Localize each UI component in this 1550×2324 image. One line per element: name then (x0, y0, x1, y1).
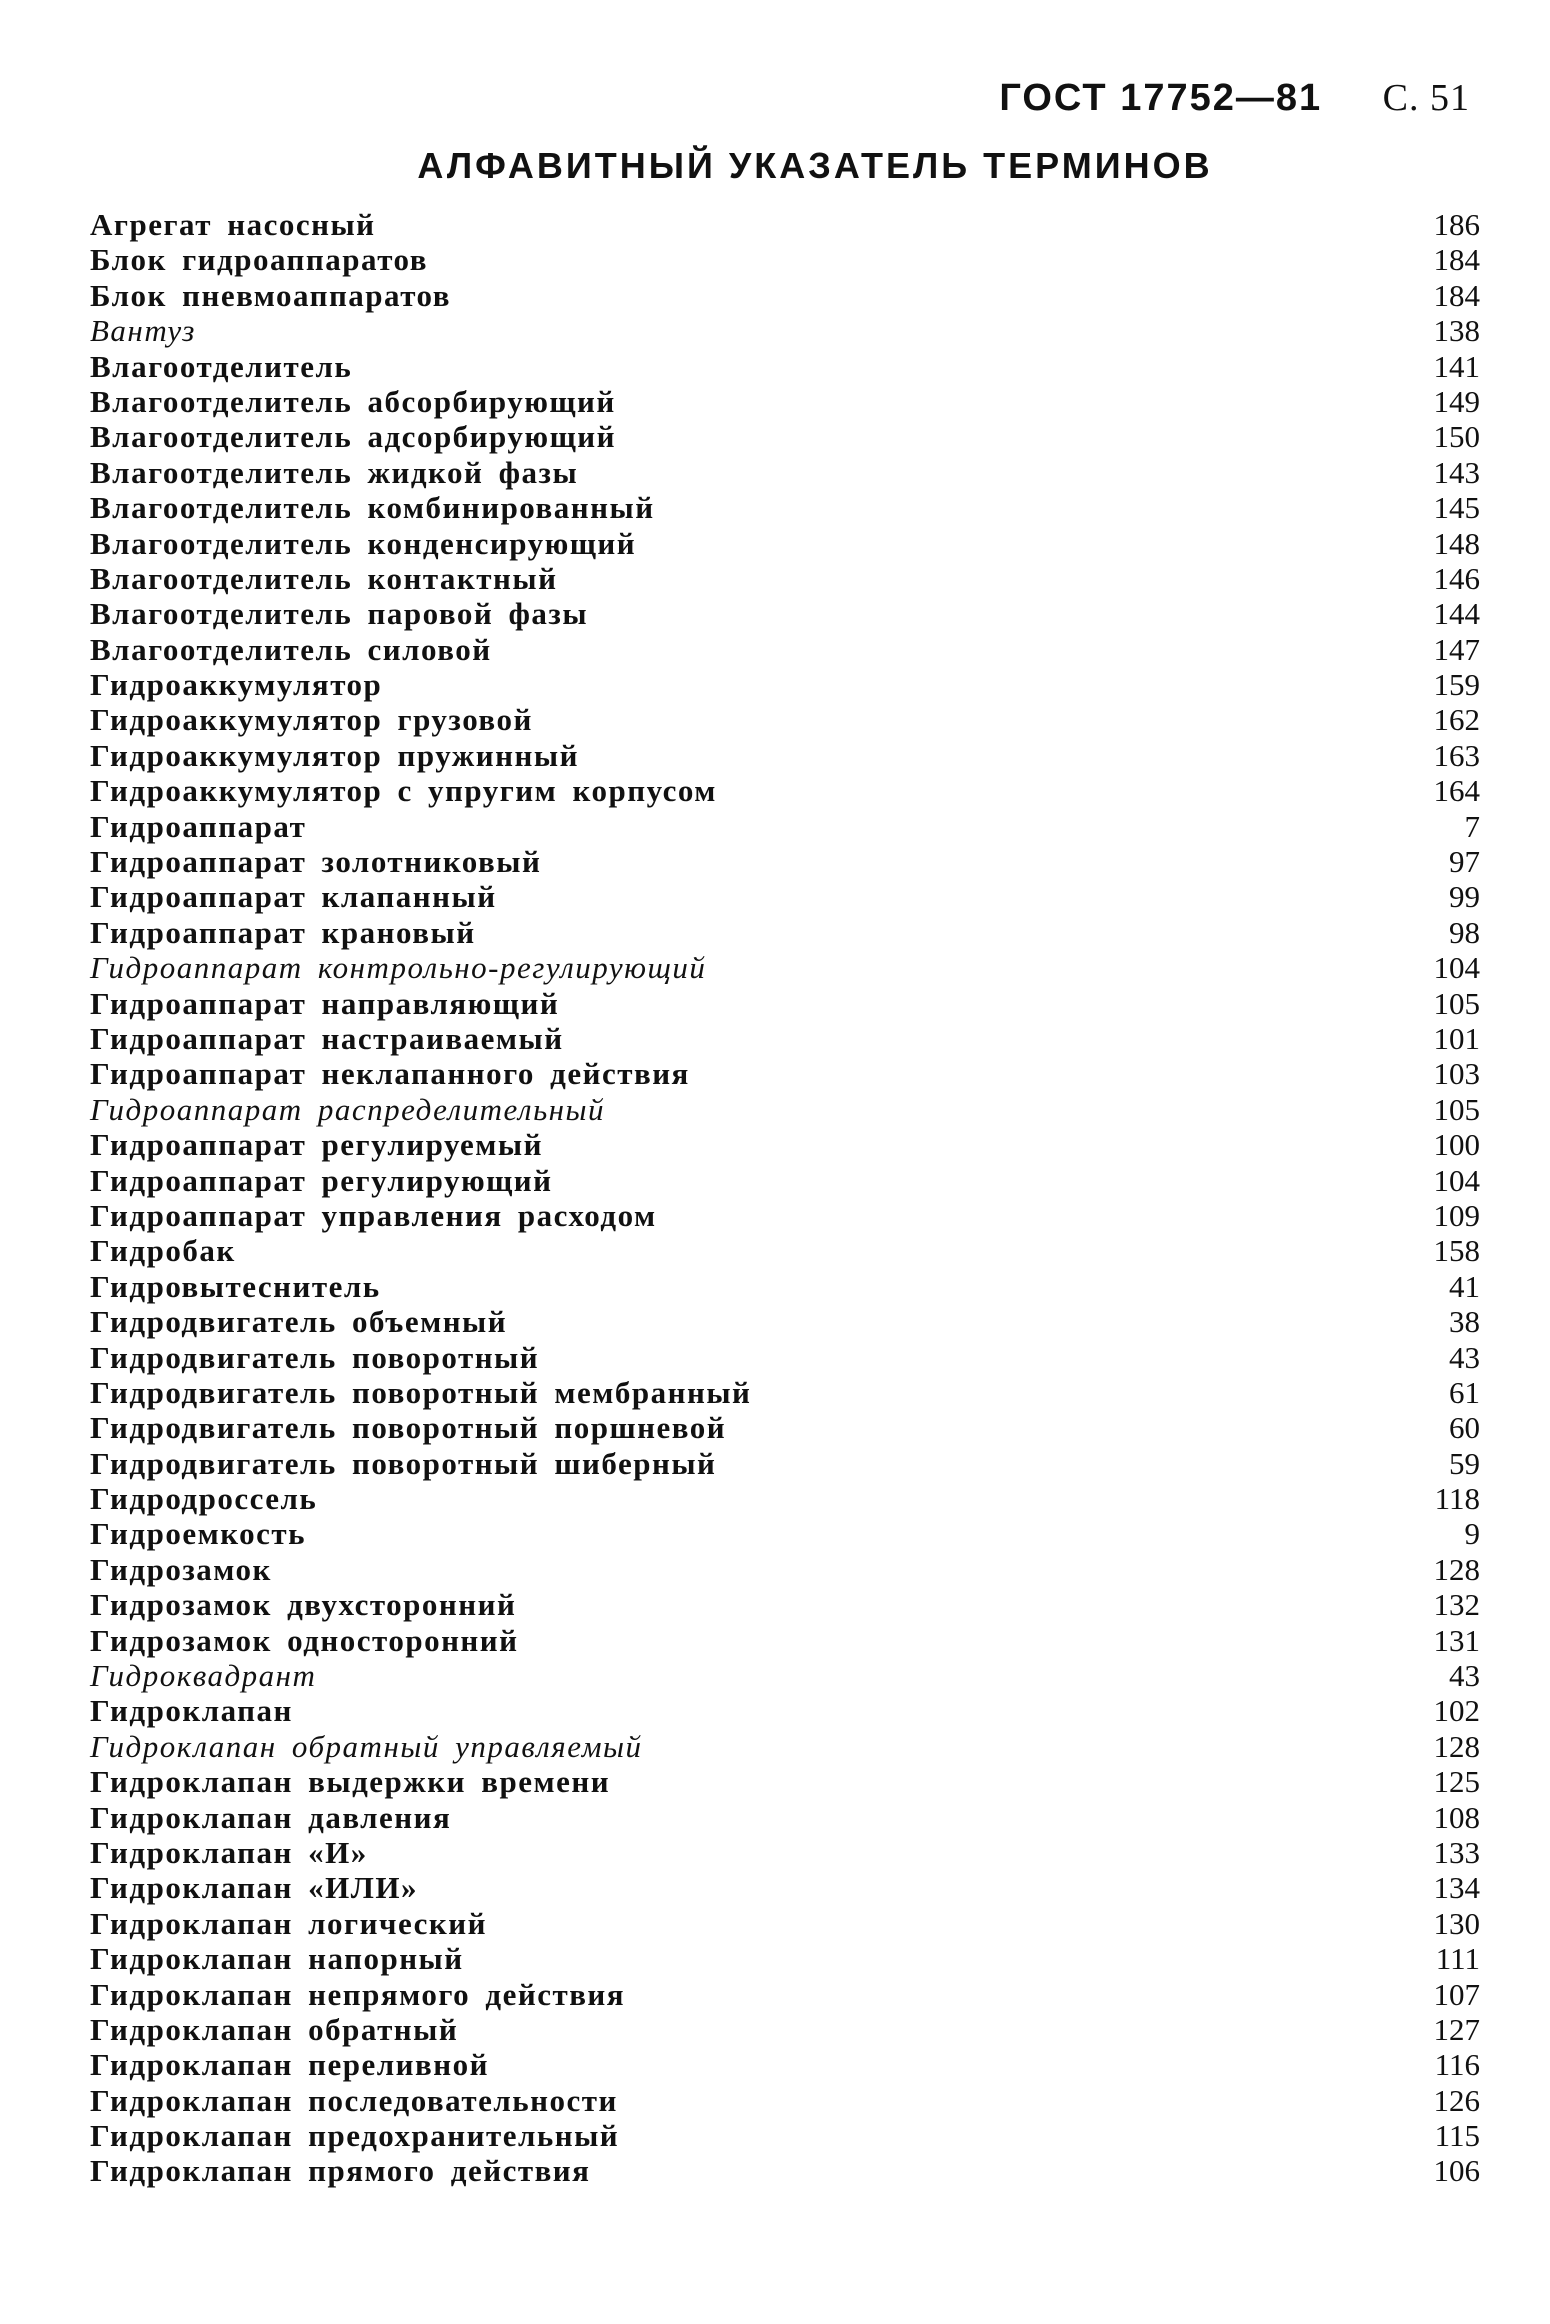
index-term: Гидроквадрант (90, 1658, 317, 1694)
index-page-number: 115 (1434, 2118, 1480, 2154)
index-page-number: 149 (1433, 383, 1480, 419)
index-term: Блок пневмоаппаратов (90, 277, 452, 313)
index-page-number: 99 (1449, 879, 1480, 915)
index-entry (90, 1587, 1480, 1622)
index-entry (90, 278, 1480, 313)
index-term: Гидроаппарат направляющий (90, 985, 560, 1021)
index-page-number: 107 (1433, 1976, 1480, 2012)
index-entry (90, 2118, 1480, 2153)
standard-number: ГОСТ 17752—81 (999, 77, 1323, 119)
index-entry (90, 950, 1480, 985)
index-entry (90, 773, 1480, 808)
index-entry (90, 1729, 1480, 1764)
index-page-number: 138 (1433, 313, 1480, 349)
page-title: АЛФАВИТНЫЙ УКАЗАТЕЛЬ ТЕРМИНОВ (417, 145, 1213, 186)
index-entry (90, 1693, 1480, 1728)
index-page-number: 150 (1433, 419, 1480, 455)
index-entry (90, 1233, 1480, 1268)
index-term: Влагоотделитель конденсирующий (90, 525, 637, 561)
index-term: Гидрозамок (90, 1551, 272, 1587)
index-entry (90, 1870, 1480, 1905)
index-page-number: 133 (1433, 1834, 1480, 1870)
index-term: Гидроаппарат золотниковый (90, 844, 542, 880)
index-page-number: 105 (1433, 1091, 1480, 1127)
index-page-number: 158 (1433, 1233, 1480, 1269)
index-term: Влагоотделитель силовой (90, 631, 492, 667)
index-entry (90, 1056, 1480, 1091)
index-page-number: 126 (1433, 2082, 1480, 2118)
index-term: Влагоотделитель комбинированный (90, 490, 655, 526)
index-entry (90, 455, 1480, 490)
index-entry (90, 1304, 1480, 1339)
index-entry (90, 1021, 1480, 1056)
index-entry (90, 844, 1480, 879)
index-term: Гидроаппарат регулируемый (90, 1127, 543, 1163)
index-page-number: 162 (1433, 702, 1480, 738)
index-page-number: 98 (1449, 914, 1480, 950)
index-term: Гидробак (90, 1233, 236, 1269)
index-term: Гидроаппарат распределительный (90, 1091, 606, 1127)
index-term: Вантуз (90, 313, 196, 349)
index-entry (90, 1446, 1480, 1481)
index-entry (90, 490, 1480, 525)
index-page-number: 61 (1449, 1374, 1480, 1410)
index-entry (90, 1977, 1480, 2012)
index-entry (90, 1410, 1480, 1445)
index-page-number: 101 (1433, 1020, 1480, 1056)
index-entry (90, 419, 1480, 454)
index-term: Гидроклапан «И» (90, 1834, 368, 1870)
index-term: Агрегат насосный (90, 207, 376, 242)
index-page-number: 41 (1449, 1268, 1480, 1304)
index-entry (90, 809, 1480, 844)
index-page-number: 103 (1433, 1056, 1480, 1092)
index-page-number: 131 (1433, 1622, 1480, 1658)
index-term: Гидроаккумулятор пружинный (90, 737, 579, 773)
index-page-number: 104 (1433, 950, 1480, 986)
index-page-number: 43 (1449, 1339, 1480, 1375)
index-page-number: 125 (1433, 1764, 1480, 1800)
index-page-number: 9 (1464, 1516, 1480, 1552)
index-term: Гидроклапан последовательности (90, 2082, 618, 2118)
index-term: Гидроаккумулятор с упругим корпусом (90, 773, 717, 809)
index-term: Гидродвигатель поворотный шиберный (90, 1445, 717, 1481)
index-page-number: 60 (1449, 1410, 1480, 1446)
index-page-number: 105 (1433, 985, 1480, 1021)
index-term: Влагоотделитель паровой фазы (90, 596, 589, 632)
index-term: Гидроаппарат (90, 808, 307, 844)
index-entry (90, 2153, 1480, 2188)
index-page-number: 109 (1433, 1197, 1480, 1233)
index-term: Гидроаппарат регулирующий (90, 1162, 553, 1198)
index-term: Гидродвигатель объемный (90, 1304, 508, 1340)
index-term: Влагоотделитель жидкой фазы (90, 454, 579, 490)
index-term: Гидроклапан обратный (90, 2011, 459, 2047)
index-entry (90, 702, 1480, 737)
index-term: Блок гидроаппаратов (90, 242, 428, 278)
index-entry (90, 313, 1480, 348)
index-term: Гидродроссель (90, 1481, 318, 1517)
index-entry (90, 242, 1480, 277)
index-entry (90, 1800, 1480, 1835)
index-entry (90, 1941, 1480, 1976)
index-entry (90, 1623, 1480, 1658)
index-term: Гидроклапан «ИЛИ» (90, 1870, 418, 1906)
index-entry (90, 1127, 1480, 1162)
index-term: Гидродвигатель поворотный мембранный (90, 1374, 752, 1410)
index-term: Гидроклапан давления (90, 1799, 452, 1835)
index-term: Влагоотделитель (90, 348, 353, 384)
index-term: Гидроклапан логический (90, 1905, 487, 1941)
index-page-number: 128 (1433, 1551, 1480, 1587)
index-page-number: 100 (1433, 1127, 1480, 1163)
index-entry (90, 349, 1480, 384)
index-entry (90, 2083, 1480, 2118)
index-entry (90, 1906, 1480, 1941)
index-entry (90, 1163, 1480, 1198)
index-page-number: 97 (1449, 844, 1480, 880)
page-header (999, 76, 1470, 120)
index-page-number: 118 (1434, 1481, 1480, 1517)
index-entry (90, 915, 1480, 950)
index-page-number: 108 (1433, 1799, 1480, 1835)
index-page-number: 43 (1449, 1658, 1480, 1694)
index-term: Гидрозамок односторонний (90, 1622, 519, 1658)
index-entry (90, 667, 1480, 702)
index-term: Гидроаппарат крановый (90, 914, 476, 950)
index-entry (90, 1340, 1480, 1375)
index-term: Гидроемкость (90, 1516, 307, 1552)
index-entry (90, 1658, 1480, 1693)
index-term: Гидроклапан переливной (90, 2047, 489, 2083)
index-page-number: 145 (1433, 490, 1480, 526)
index-page-number: 104 (1433, 1162, 1480, 1198)
index-page-number: 144 (1433, 596, 1480, 632)
index-page-number: 102 (1433, 1693, 1480, 1729)
index-entry (90, 526, 1480, 561)
index-page-number: 186 (1433, 207, 1480, 242)
index-page-number: 148 (1433, 525, 1480, 561)
index-entry (90, 1375, 1480, 1410)
index-entry (90, 1835, 1480, 1870)
index-term: Гидроклапан предохранительный (90, 2118, 620, 2154)
index-page-number: 127 (1433, 2011, 1480, 2047)
index-page-number: 184 (1433, 277, 1480, 313)
index-term: Гидродвигатель поворотный (90, 1339, 540, 1375)
term-index-list (90, 207, 1480, 2189)
index-term: Влагоотделитель контактный (90, 560, 558, 596)
index-entry (90, 1552, 1480, 1587)
index-term: Гидровытеснитель (90, 1268, 381, 1304)
index-entry (90, 596, 1480, 631)
index-term: Гидроаккумулятор (90, 667, 383, 703)
index-term: Гидродвигатель поворотный поршневой (90, 1410, 727, 1446)
index-entry (90, 1516, 1480, 1551)
index-page-number: 38 (1449, 1304, 1480, 1340)
index-entry (90, 879, 1480, 914)
index-entry (90, 738, 1480, 773)
index-term: Гидроаппарат контрольно-регулирующий (90, 950, 707, 986)
index-page-number: 134 (1433, 1870, 1480, 1906)
index-page-number: 106 (1433, 2153, 1480, 2189)
index-page-number: 159 (1433, 667, 1480, 703)
index-term: Гидроклапан напорный (90, 1941, 464, 1977)
index-entry (90, 2047, 1480, 2082)
index-entry (90, 1198, 1480, 1233)
index-page-number: 141 (1433, 348, 1480, 384)
index-entry (90, 207, 1480, 242)
index-page-number: 59 (1449, 1445, 1480, 1481)
index-term: Гидроклапан прямого действия (90, 2153, 591, 2189)
index-term: Гидроклапан непрямого действия (90, 1976, 626, 2012)
index-term: Гидроаккумулятор грузовой (90, 702, 533, 738)
index-page-number: 132 (1433, 1587, 1480, 1623)
index-term: Гидроаппарат клапанный (90, 879, 497, 915)
index-entry (90, 384, 1480, 419)
index-page-number: 128 (1433, 1728, 1480, 1764)
index-page-number: 111 (1435, 1941, 1480, 1977)
index-term: Гидроаппарат настраиваемый (90, 1020, 564, 1056)
index-page-number: 130 (1433, 1905, 1480, 1941)
index-entry (90, 1092, 1480, 1127)
page-number: С. 51 (1382, 77, 1470, 119)
index-entry (90, 1764, 1480, 1799)
index-entry (90, 986, 1480, 1021)
index-term: Гидроаппарат неклапанного действия (90, 1056, 690, 1092)
index-entry (90, 561, 1480, 596)
index-entry (90, 1269, 1480, 1304)
index-page-number: 143 (1433, 454, 1480, 490)
index-page-number: 116 (1434, 2047, 1480, 2083)
index-entry (90, 632, 1480, 667)
index-page-number: 7 (1464, 808, 1480, 844)
index-page-number: 164 (1433, 773, 1480, 809)
index-term: Гидроклапан выдержки времени (90, 1764, 611, 1800)
index-term: Влагоотделитель абсорбирующий (90, 383, 616, 419)
index-entry (90, 2012, 1480, 2047)
index-entry (90, 1481, 1480, 1516)
index-page-number: 184 (1433, 242, 1480, 278)
index-term: Гидроаппарат управления расходом (90, 1197, 657, 1233)
index-term: Влагоотделитель адсорбирующий (90, 419, 616, 455)
index-page-number: 146 (1433, 560, 1480, 596)
index-page-number: 163 (1433, 737, 1480, 773)
index-term: Гидрозамок двухсторонний (90, 1587, 517, 1623)
index-page-number: 147 (1433, 631, 1480, 667)
index-term: Гидроклапан (90, 1693, 293, 1729)
index-term: Гидроклапан обратный управляемый (90, 1728, 643, 1764)
